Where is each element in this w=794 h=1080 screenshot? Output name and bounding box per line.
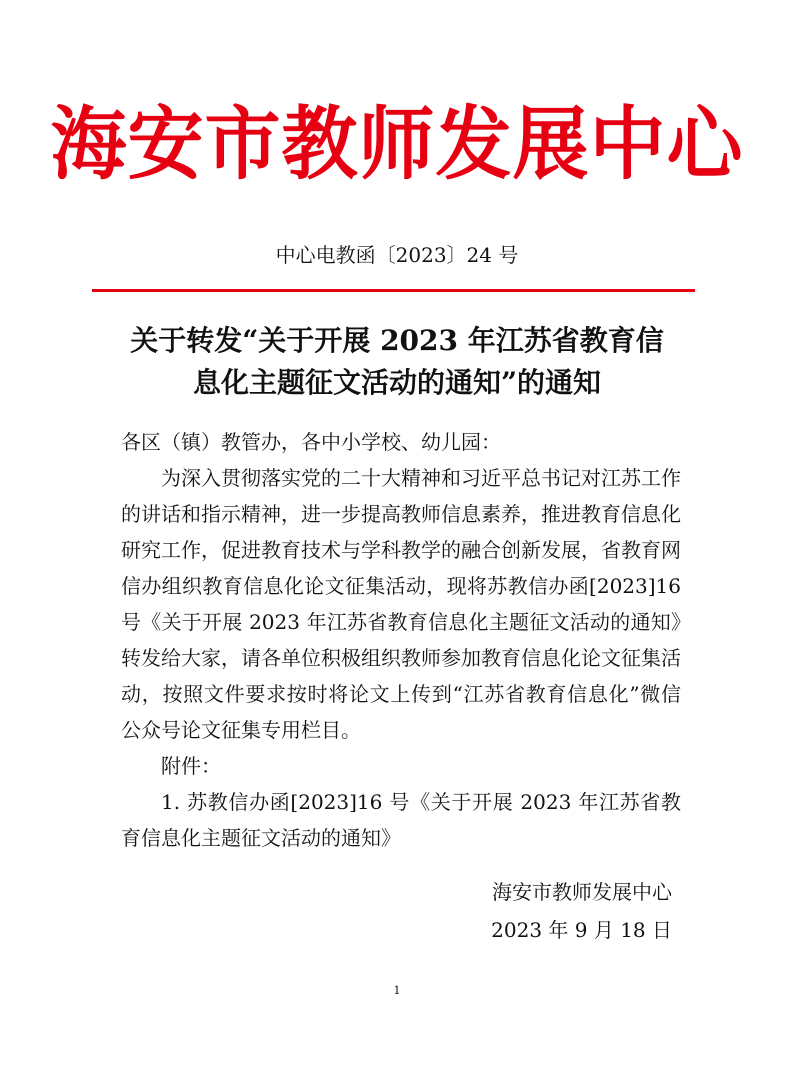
attachment-item: 1. 苏教信办函[2023]16 号《关于开展 2023 年江苏省教育信息化主题征文活动的通知》	[121, 790, 681, 850]
document-number: 中心电教函〔2023〕24 号	[275, 243, 519, 267]
signature-organization: 海安市教师发展中心	[492, 880, 672, 904]
salutation: 各区（镇）教管办，各中小学校、幼儿园：	[121, 430, 501, 454]
red-divider-rule	[92, 289, 695, 292]
signature-date: 2023 年 9 月 18 日	[491, 918, 672, 942]
notice-title-line-1: 关于转发“关于开展 2023 年江苏省教育信	[130, 324, 664, 357]
body-paragraph: 为深入贯彻落实党的二十大精神和习近平总书记对江苏工作的讲话和指示精神，进一步提高教师信息素养，推进教育信息化研究工作，促进教育技术与学科教学的融合创新发展，省教育网信办组织教育信息化论文征集活动，现将苏教信办函[2023]16 号《关于开展 2023 年江苏省教育信息化主题征文活动的通知》转发给大家，请各单位积极组织教师参加教育信息化论文征集活动，按照文件要求按时将论文上传到“江苏省教育信息化”微信公众号论文征集专用栏目。	[121, 466, 681, 742]
attachment-label: 附件：	[161, 754, 221, 778]
masthead-title: 海安市教师发展中心	[50, 96, 744, 191]
notice-title-line-2: 息化主题征文活动的通知”的通知	[192, 366, 602, 399]
notice-body	[121, 424, 681, 856]
page-number: 1	[393, 984, 401, 997]
notice-title	[100, 320, 694, 404]
